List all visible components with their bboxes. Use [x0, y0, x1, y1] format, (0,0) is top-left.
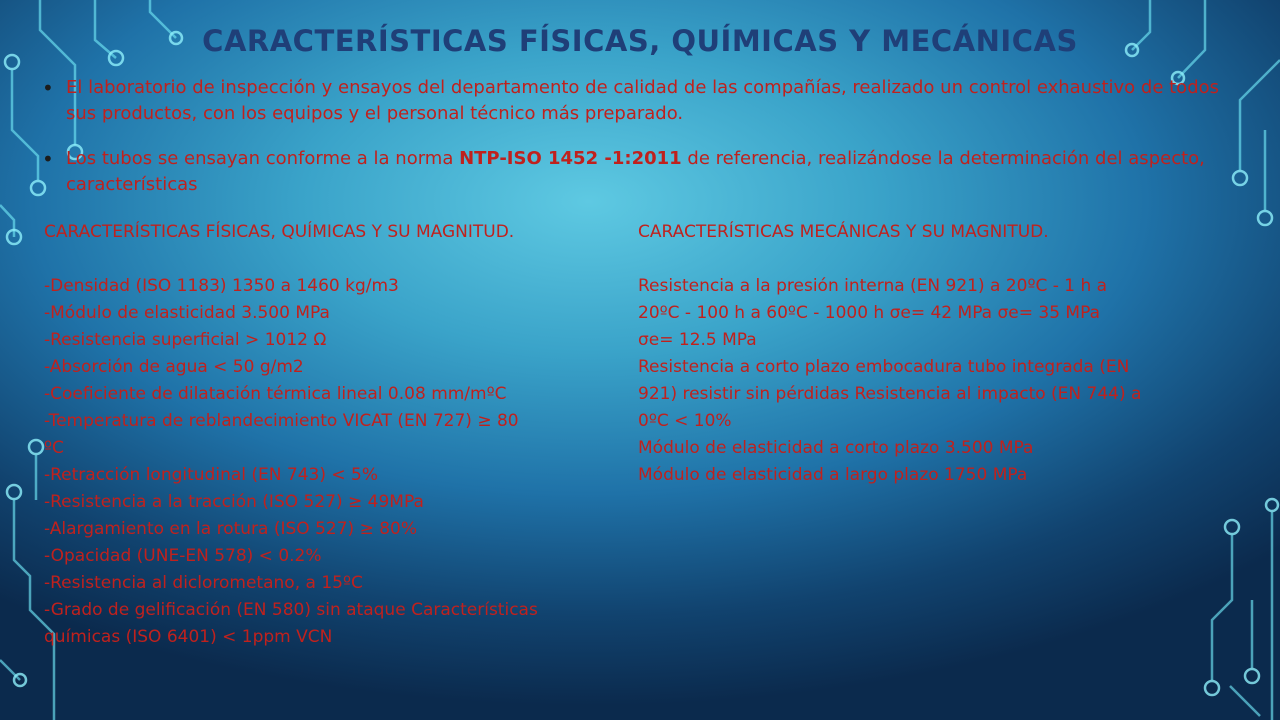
- property-line: -Temperatura de reblandecimiento VICAT (EN 727) ≥ 80: [44, 411, 519, 431]
- property-line: ºC: [44, 438, 64, 458]
- bullet-inspection-text: El laboratorio de inspección y ensayos del departamento de calidad de las compañías, realizado un control exhaustivo de todos sus productos, con los equipos y el personal técnico más preparado.: [66, 77, 1220, 124]
- bullet-dot-icon: •: [42, 147, 54, 171]
- property-line: -Resistencia a la tracción (ISO 527) ≥ 49MPa: [44, 492, 424, 512]
- bullet-standard-pre: Los tubos se ensayan conforme a la norma: [66, 148, 460, 169]
- physical-chemical-heading: CARACTERÍSTICAS FÍSICAS, QUÍMICAS Y SU MAGNITUD.: [44, 222, 515, 242]
- mechanical-line: Módulo de elasticidad a corto plazo 3.500 MPa: [638, 438, 1034, 458]
- mechanical-line: 20ºC - 100 h a 60ºC - 1000 h σe= 42 MPa σe= 35 MPa: [638, 303, 1100, 323]
- physical-chemical-column: [44, 219, 624, 651]
- property-line: -Densidad (ISO 1183) 1350 a 1460 kg/m3: [44, 276, 399, 296]
- mechanical-line: Resistencia a corto plazo embocadura tubo integrada (EN: [638, 357, 1130, 377]
- mechanical-line: Resistencia a la presión interna (EN 921) a 20ºC - 1 h a: [638, 276, 1108, 296]
- mechanical-line: Módulo de elasticidad a largo plazo 1750 MPa: [638, 465, 1028, 485]
- mechanical-heading: CARACTERÍSTICAS MECÁNICAS Y SU MAGNITUD.: [638, 222, 1049, 242]
- property-line: -Resistencia superficial > 1012 Ω: [44, 330, 327, 350]
- mechanical-line: 921) resistir sin pérdidas Resistencia al impacto (EN 744) a: [638, 384, 1142, 404]
- property-line: -Opacidad (UNE-EN 578) < 0.2%: [44, 546, 322, 566]
- bullet-standard-post: de referencia, realizándose la determinación del aspecto, características: [66, 148, 1205, 195]
- mechanical-column: [638, 219, 1238, 489]
- property-line: -Grado de gelificación (EN 580) sin ataque Características: [44, 600, 538, 620]
- standard-code: NTP-ISO 1452 -1:2011: [459, 148, 682, 169]
- property-line: -Módulo de elasticidad 3.500 MPa: [44, 303, 330, 323]
- property-line: -Resistencia al diclorometano, a 15ºC: [44, 573, 363, 593]
- property-line: químicas (ISO 6401) < 1ppm VCN: [44, 627, 333, 647]
- bullet-standard: [42, 146, 1241, 198]
- property-line: -Alargamiento en la rotura (ISO 527) ≥ 80%: [44, 519, 418, 539]
- property-line: -Absorción de agua < 50 g/m2: [44, 357, 304, 377]
- property-line: -Coeficiente de dilatación térmica lineal 0.08 mm/mºC: [44, 384, 507, 404]
- property-line: -Retracción longitudinal (EN 743) < 5%: [44, 465, 378, 485]
- mechanical-line: σe= 12.5 MPa: [638, 330, 757, 350]
- slide-title: CARACTERÍSTICAS FÍSICAS, QUÍMICAS Y MECÁNICAS: [202, 24, 1078, 58]
- mechanical-line: 0ºC < 10%: [638, 411, 732, 431]
- bullet-dot-icon: •: [42, 76, 54, 100]
- bullet-inspection: [42, 75, 1241, 127]
